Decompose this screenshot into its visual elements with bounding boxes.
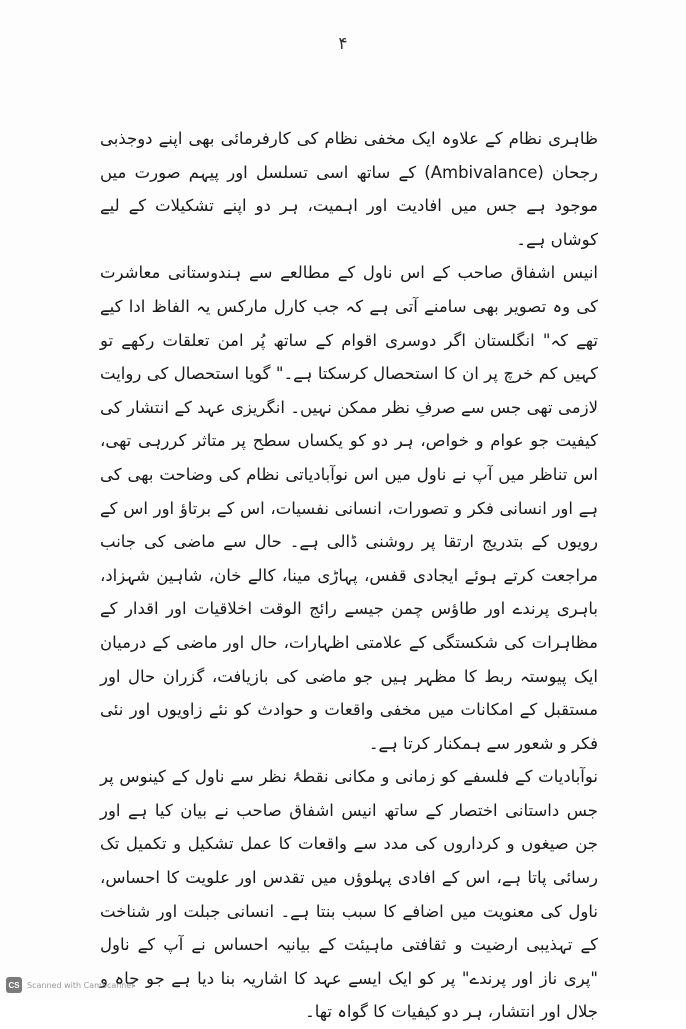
- scanner-watermark: [6, 976, 135, 994]
- paragraph-3: نوآبادیات کے فلسفے کو زمانی و مکانی نقطۂ نظر سے ناول کے کینوس پر جس داستانی اختصار کے ساتھ انیس اشفاق صاحب نے بیان کیا ہے اور جن صیغوں و کرداروں کی مدد سے واقعات کا عمل تشکیل و تکمیل تک رسائی پاتا ہے، اس کے افادی پہلوؤں میں تقدس اور علویت کا احساس، ناول کی معنویت میں اضافے کا سبب بنتا ہے۔ انسانی جبلت اور شناخت کے تہذیبی ارضیت و ثقافتی ماہیئت کے بیانیہ احساس نے آپ کے ناول "پری ناز اور پرندے" پر کو ایک ایسے عہد کا اشاریہ بنا دیا ہے جو جاہ و جلال اور انتشار، ہر دو کیفیات کا گواہ تھا۔: [100, 767, 598, 1022]
- camscanner-logo-icon: CS: [6, 977, 22, 993]
- scanner-label: Scanned with CamScanner: [27, 980, 135, 990]
- paragraph-1: ظاہری نظام کے علاوہ ایک مخفی نظام کی کارفرمائی بھی اپنے دوجذبی رجحان (Ambivalance) کے ساتھ اسی تسلسل اور پیہم صورت میں موجود ہے جس میں افادیت اور اہمیت، ہر دو اپنے تشکیلات کے لیے کوشاں ہے۔: [100, 129, 598, 249]
- page-number: ۴: [338, 34, 348, 54]
- paragraph-2: انیس اشفاق صاحب کے اس ناول کے مطالعے سے ہندوستانی معاشرت کی وہ تصویر بھی سامنے آتی ہے کہ جب کارل مارکس یہ الفاظ ادا کیے تھے کہ" انگلستان اگر دوسری اقوام کے ساتھ پُر امن تعلقات رکھے تو کہیں کم خرچ پر ان کا استحصال کرسکتا ہے۔" گویا استحصال کی روایت لازمی تھی جس سے صرفِ نظر ممکن نہیں۔ انگریزی عہد کے انتشار کی کیفیت جو عوام و خواص، ہر دو کو یکساں سطح پر متاثر کررہی تھی، اس تناظر میں آپ نے ناول میں اس نوآبادیاتی نظام کی وضاحت بھی کی ہے اور انسانی فکر و تصورات، انسانی نفسیات، اس کے برتاؤ اور اس کے رویوں کے بتدریج ارتقا پر روشنی ڈالی ہے۔ حال سے ماضی کی جانب مراجعت کرتے ہوئے ایجادی قفس، پہاڑی مینا، کالے خان، شاہین شہزاد، باہری پرندے اور طاؤس چمن جیسے رائج الوقت اخلاقیات اور اقدار کے مظاہرات کی شکستگی کے علامتی اظہارات، حال اور ماضی کے درمیان ایک پیوستہ ربط کا مظہر ہیں جو ماضی کی بازیافت، گزران حال اور مستقبل کے امکانات میں مخفی واقعات و حوادث کو نئے زاویوں اور نئی فکر و شعور سے ہمکنار کرتا ہے۔: [100, 263, 598, 753]
- body-text: [100, 122, 598, 1029]
